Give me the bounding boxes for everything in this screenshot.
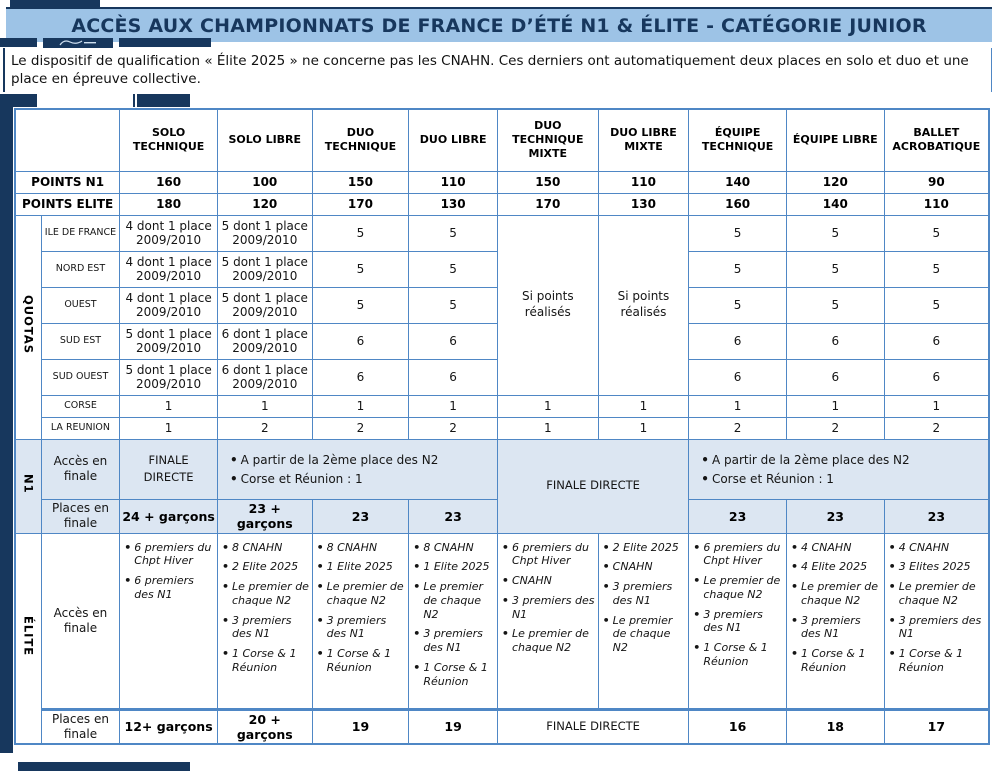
bullet-item: • 1 Corse & 1 Réunion bbox=[790, 647, 866, 674]
quota-cell: 5 bbox=[884, 251, 989, 287]
quota-cell: 5 dont 1 place 2009/2010 bbox=[120, 359, 218, 395]
points-cell: 160 bbox=[689, 193, 787, 215]
region-label: NORD EST bbox=[41, 251, 120, 287]
bullet-item: • 8 CNAHN bbox=[316, 540, 378, 554]
quota-cell: 1 bbox=[120, 417, 218, 439]
places-cell: 23 bbox=[409, 499, 498, 533]
elite-places-row bbox=[15, 709, 989, 744]
n1-acces-cell bbox=[217, 439, 497, 499]
bullet-item: • 3 premiers des N1 bbox=[888, 613, 982, 641]
quota-cell: 5 bbox=[409, 287, 498, 323]
bullet-item: • 1 Corse & 1 Réunion bbox=[693, 641, 768, 668]
bullet-item: • Le premier de chaque N2 bbox=[602, 613, 673, 654]
elite-acces-cell bbox=[217, 533, 312, 709]
bullet-item: • 3 premiers des N1 bbox=[316, 613, 387, 641]
quota-cell: 1 bbox=[409, 395, 498, 417]
n1-acces-cell bbox=[689, 439, 989, 499]
quota-cell: 5 bbox=[786, 287, 884, 323]
quota-cell: 5 bbox=[312, 287, 409, 323]
bullet-item: • Le premier de chaque N2 bbox=[888, 580, 976, 607]
quota-cell: 6 bbox=[409, 323, 498, 359]
bullet-item: • 3 Elites 2025 bbox=[888, 560, 971, 574]
points-cell: 180 bbox=[120, 193, 218, 215]
quota-cell: 6 dont 1 place 2009/2010 bbox=[217, 323, 312, 359]
quota-cell: 1 bbox=[884, 395, 989, 417]
quota-row bbox=[15, 395, 989, 417]
elite-acces-cell bbox=[497, 533, 598, 709]
row-label: POINTS N1 bbox=[15, 171, 120, 193]
bullet-item: • 6 premiers du Chpt Hiver bbox=[693, 540, 781, 568]
bullet-item: • 4 Elite 2025 bbox=[790, 560, 868, 574]
places-cell: 20 + garçons bbox=[217, 709, 312, 744]
quota-cell: 4 dont 1 place 2009/2010 bbox=[120, 251, 218, 287]
bullet-item: • A partir de la 2ème place des N2 bbox=[701, 452, 910, 467]
quota-cell: 1 bbox=[497, 395, 598, 417]
quota-cell: 2 bbox=[409, 417, 498, 439]
quota-cell: 5 bbox=[689, 287, 787, 323]
quota-cell: 1 bbox=[497, 417, 598, 439]
bullet-item: • 2 Elite 2025 bbox=[221, 560, 299, 574]
elite-acces-cell bbox=[884, 533, 989, 709]
quota-cell: 5 bbox=[409, 251, 498, 287]
elite-acces-cell bbox=[786, 533, 884, 709]
points-cell: 120 bbox=[786, 171, 884, 193]
elite-section-label: ÉLITE bbox=[15, 533, 41, 744]
bullet-item: • 3 premiers des N1 bbox=[501, 593, 595, 621]
quota-cell: 6 bbox=[409, 359, 498, 395]
points-cell: 150 bbox=[312, 171, 409, 193]
bullet-item: • Le premier de chaque N2 bbox=[221, 580, 309, 607]
quota-cell: 1 bbox=[120, 395, 218, 417]
points-cell: 100 bbox=[217, 171, 312, 193]
si-points-cell: Si points réalisés bbox=[497, 215, 598, 395]
deco-divider bbox=[133, 94, 135, 107]
region-label: CORSE bbox=[41, 395, 120, 417]
bullet-item: • Le premier de chaque N2 bbox=[316, 580, 404, 607]
bullet-item: • 6 premiers des N1 bbox=[124, 574, 194, 601]
column-header: ÉQUIPE TECHNIQUE bbox=[689, 109, 787, 171]
quota-cell: 5 bbox=[689, 251, 787, 287]
bullet-item: • Corse et Réunion : 1 bbox=[229, 471, 363, 486]
title-band bbox=[6, 7, 992, 42]
region-label: SUD OUEST bbox=[41, 359, 120, 395]
quotas-section-label: QUOTAS bbox=[15, 215, 41, 439]
bullet-item: • 1 Elite 2025 bbox=[413, 560, 490, 574]
quota-cell: 6 dont 1 place 2009/2010 bbox=[217, 359, 312, 395]
column-header: ÉQUIPE LIBRE bbox=[786, 109, 884, 171]
n1-section-label: N1 bbox=[15, 439, 41, 533]
points-cell: 110 bbox=[884, 193, 989, 215]
region-label: ILE DE FRANCE bbox=[41, 215, 120, 251]
bullet-item: • 1 Elite 2025 bbox=[316, 560, 393, 574]
quota-cell: 2 bbox=[312, 417, 409, 439]
quota-cell: 5 bbox=[689, 215, 787, 251]
deco-block bbox=[10, 0, 100, 7]
bullet-item: • 6 premiers du Chpt Hiver bbox=[124, 540, 212, 568]
quota-cell: 5 bbox=[786, 251, 884, 287]
page-title: ACCÈS AUX CHAMPIONNATS DE FRANCE D’ÉTÉ N1 & ÉLITE - CATÉGORIE JUNIOR bbox=[71, 14, 927, 37]
elite-acces-cell bbox=[598, 533, 689, 709]
points-cell: 170 bbox=[312, 193, 409, 215]
bullet-item: • 4 CNAHN bbox=[790, 540, 852, 554]
places-cell: 17 bbox=[884, 709, 989, 744]
column-header: BALLET ACROBATIQUE bbox=[884, 109, 989, 171]
quota-row bbox=[15, 215, 989, 251]
region-label: SUD EST bbox=[41, 323, 120, 359]
quota-cell: 6 bbox=[689, 359, 787, 395]
bullet-item: • 3 premiers des N1 bbox=[602, 580, 673, 607]
points-cell: 110 bbox=[409, 171, 498, 193]
bullet-item: • A partir de la 2ème place des N2 bbox=[229, 452, 439, 467]
footer-bar bbox=[18, 762, 190, 771]
bullet-item: • 3 premiers des N1 bbox=[413, 627, 483, 654]
quota-cell: 5 dont 1 place 2009/2010 bbox=[217, 251, 312, 287]
quota-cell: 4 dont 1 place 2009/2010 bbox=[120, 215, 218, 251]
notice-text: Le dispositif de qualification « Élite 2025 » ne concerne pas les CNAHN. Ces derniers ont automatiquement deux places en solo et duo et une place en épreuve collective. bbox=[11, 53, 969, 88]
quota-cell: 1 bbox=[598, 395, 689, 417]
points-cell: 160 bbox=[120, 171, 218, 193]
places-cell: 23 bbox=[884, 499, 989, 533]
bullet-item: • Le premier de chaque N2 bbox=[790, 580, 878, 607]
deco-block bbox=[0, 38, 37, 47]
n1-finale-directe-cell: FINALE DIRECTE bbox=[497, 439, 688, 533]
row-label: Places en finale bbox=[41, 499, 120, 533]
elite-acces-cell bbox=[409, 533, 498, 709]
quota-cell: 4 dont 1 place 2009/2010 bbox=[120, 287, 218, 323]
bullet-item: • CNAHN bbox=[602, 560, 653, 574]
quota-cell: 1 bbox=[312, 395, 409, 417]
places-cell: 18 bbox=[786, 709, 884, 744]
quota-cell: 6 bbox=[884, 323, 989, 359]
points-cell: 150 bbox=[497, 171, 598, 193]
quota-cell: 2 bbox=[689, 417, 787, 439]
left-rail bbox=[0, 94, 13, 753]
bullet-item: • 1 Corse & 1 Réunion bbox=[316, 647, 392, 674]
points-cell: 120 bbox=[217, 193, 312, 215]
quota-cell: 1 bbox=[786, 395, 884, 417]
quota-cell: 5 dont 1 place 2009/2010 bbox=[120, 323, 218, 359]
bullet-item: • Corse et Réunion : 1 bbox=[701, 471, 834, 486]
n1-acces-row bbox=[15, 439, 989, 499]
quota-cell: 6 bbox=[312, 323, 409, 359]
si-points-cell: Si points réalisés bbox=[598, 215, 689, 395]
column-header: SOLO TECHNIQUE bbox=[120, 109, 218, 171]
bullet-item: • Le premier de chaque N2 bbox=[693, 574, 781, 601]
places-cell: 16 bbox=[689, 709, 787, 744]
column-header: DUO LIBRE bbox=[409, 109, 498, 171]
bullet-item: • 8 CNAHN bbox=[221, 540, 283, 554]
bullet-item: • 2 Elite 2025 bbox=[602, 540, 679, 554]
elite-acces-cell bbox=[689, 533, 787, 709]
bullet-item: • 1 Corse & 1 Réunion bbox=[888, 647, 964, 674]
column-header: DUO LIBRE MIXTE bbox=[598, 109, 689, 171]
bullet-item: • 1 Corse & 1 Réunion bbox=[221, 647, 297, 674]
elite-finale-directe-cell: FINALE DIRECTE bbox=[497, 709, 688, 744]
row-label: Places en finale bbox=[41, 709, 120, 744]
points-cell: 140 bbox=[786, 193, 884, 215]
quota-cell: 6 bbox=[312, 359, 409, 395]
region-label: LA REUNION bbox=[41, 417, 120, 439]
points-elite-row bbox=[15, 193, 989, 215]
quota-cell: 6 bbox=[689, 323, 787, 359]
bullet-item: • 1 Corse & 1 Réunion bbox=[413, 660, 488, 688]
points-cell: 130 bbox=[409, 193, 498, 215]
region-label: OUEST bbox=[41, 287, 120, 323]
quota-cell: 5 dont 1 place 2009/2010 bbox=[217, 215, 312, 251]
places-cell: 23 bbox=[689, 499, 787, 533]
points-cell: 90 bbox=[884, 171, 989, 193]
places-cell: 12+ garçons bbox=[120, 709, 218, 744]
notice-box bbox=[3, 48, 992, 92]
bullet-item: • CNAHN bbox=[501, 574, 552, 587]
column-header: DUO TECHNIQUE bbox=[312, 109, 409, 171]
n1-acces-cell: FINALE DIRECTE bbox=[120, 439, 218, 499]
deco-block bbox=[43, 38, 113, 48]
points-cell: 140 bbox=[689, 171, 787, 193]
places-cell: 19 bbox=[409, 709, 498, 744]
row-label: POINTS ELITE bbox=[15, 193, 120, 215]
points-cell: 130 bbox=[598, 193, 689, 215]
ffn-logo-icon bbox=[58, 39, 98, 47]
places-cell: 23 + garçons bbox=[217, 499, 312, 533]
elite-acces-cell bbox=[312, 533, 409, 709]
quota-cell: 2 bbox=[217, 417, 312, 439]
bullet-item: • 4 CNAHN bbox=[888, 540, 950, 554]
quota-cell: 1 bbox=[598, 417, 689, 439]
points-cell: 170 bbox=[497, 193, 598, 215]
bullet-item: • 3 premiers des N1 bbox=[693, 607, 763, 635]
quota-cell: 6 bbox=[884, 359, 989, 395]
quota-cell: 2 bbox=[884, 417, 989, 439]
elite-acces-cell bbox=[120, 533, 218, 709]
bullet-item: • 8 CNAHN bbox=[413, 540, 474, 554]
quota-cell: 1 bbox=[217, 395, 312, 417]
bullet-item: • 3 premiers des N1 bbox=[221, 613, 292, 641]
bullet-item: • Le premier de chaque N2 bbox=[501, 627, 589, 654]
quota-cell: 5 bbox=[884, 215, 989, 251]
quota-cell: 5 bbox=[409, 215, 498, 251]
quota-cell: 6 bbox=[786, 359, 884, 395]
bullet-item: • Le premier de chaque N2 bbox=[413, 580, 484, 621]
quota-cell: 5 bbox=[312, 251, 409, 287]
row-label: Accès en finale bbox=[41, 533, 120, 709]
points-cell: 110 bbox=[598, 171, 689, 193]
column-header: SOLO LIBRE bbox=[217, 109, 312, 171]
elite-acces-row bbox=[15, 533, 989, 709]
places-cell: 23 bbox=[786, 499, 884, 533]
places-cell: 23 bbox=[312, 499, 409, 533]
header-row bbox=[15, 109, 989, 171]
quota-cell: 5 bbox=[884, 287, 989, 323]
quota-cell: 1 bbox=[689, 395, 787, 417]
quota-cell: 6 bbox=[786, 323, 884, 359]
quota-cell: 5 bbox=[786, 215, 884, 251]
deco-block bbox=[137, 94, 190, 107]
places-cell: 24 + garçons bbox=[120, 499, 218, 533]
quota-row bbox=[15, 417, 989, 439]
column-header: DUO TECHNIQUE MIXTE bbox=[497, 109, 598, 171]
quota-cell: 5 bbox=[312, 215, 409, 251]
deco-block bbox=[119, 38, 211, 47]
table-corner-cell bbox=[15, 109, 120, 171]
qualification-table bbox=[14, 108, 990, 745]
bullet-item: • 6 premiers du Chpt Hiver bbox=[501, 540, 589, 568]
quota-cell: 2 bbox=[786, 417, 884, 439]
places-cell: 19 bbox=[312, 709, 409, 744]
points-n1-row bbox=[15, 171, 989, 193]
row-label: Accès en finale bbox=[41, 439, 120, 499]
bullet-item: • 3 premiers des N1 bbox=[790, 613, 861, 641]
quota-cell: 5 dont 1 place 2009/2010 bbox=[217, 287, 312, 323]
